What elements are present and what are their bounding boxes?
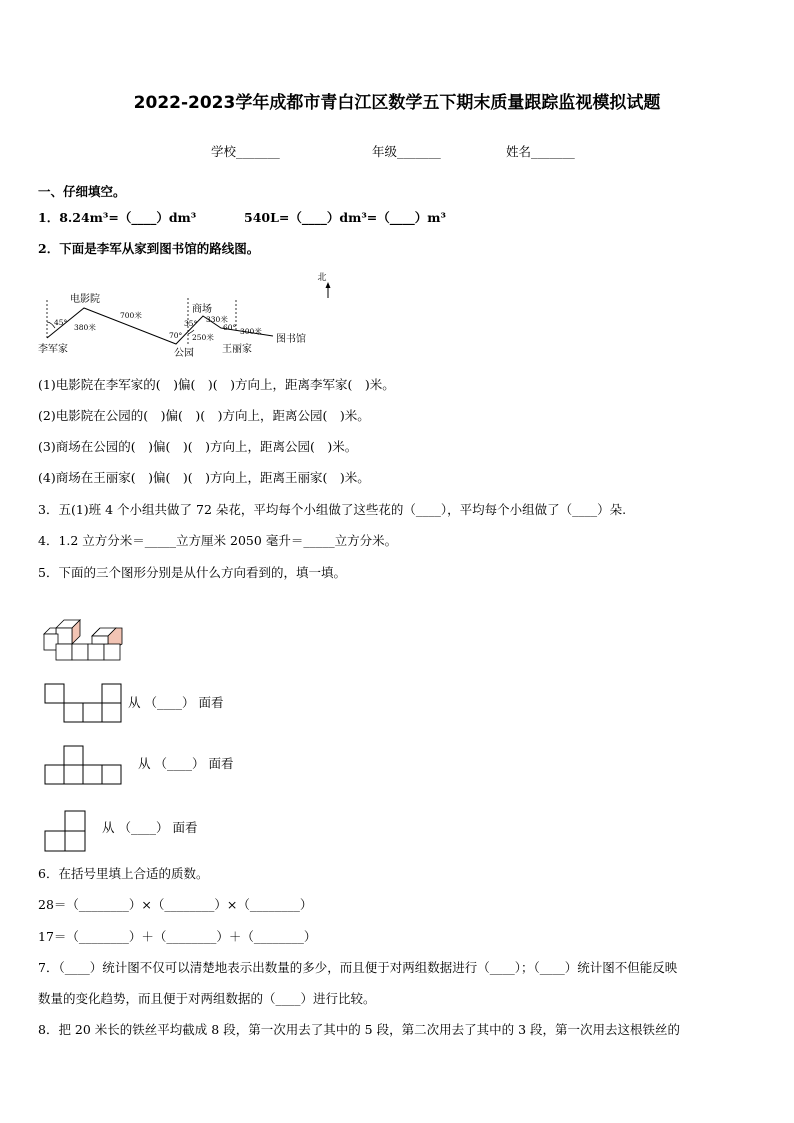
library-label: 图书馆 <box>276 334 306 345</box>
view-figure-2 <box>44 745 124 785</box>
question-4: 4．1.2 立方分米＝_____立方厘米 2050 毫升＝_____立方分米。 <box>38 533 398 548</box>
question-6-stem: 6．在括号里填上合适的质数。 <box>38 866 209 881</box>
park-label: 公园 <box>174 348 194 359</box>
cinema-label: 电影院 <box>70 294 100 305</box>
mall-label: 商场 <box>192 304 212 315</box>
question-7-line2: 数量的变化趋势，而且便于对两组数据的（____）进行比较。 <box>38 991 376 1006</box>
question-6-line1: 28＝（________）×（________）×（________） <box>38 897 313 912</box>
question-2-sub3: (3)商场在公园的( )偏( )( )方向上，距离公园( )米。 <box>38 439 358 454</box>
lijun-home-label: 李军家 <box>38 344 68 355</box>
cube-figure <box>42 618 126 662</box>
question-3: 3．五(1)班 4 个小组共做了 72 朵花，平均每个小组做了这些花的（____），平均每个小组做了（____）朵. <box>38 502 627 517</box>
angle-35: 35° <box>184 319 198 328</box>
distance-380: 380米 <box>74 323 96 332</box>
question-1a: 1．8.24m³=（____）dm³ <box>38 210 197 225</box>
question-2-sub4: (4)商场在王丽家( )偏( )( )方向上，距离王丽家( )米。 <box>38 470 370 485</box>
angle-45: 45° <box>54 318 68 327</box>
distance-330: 330米 <box>206 315 228 324</box>
view-figure-3 <box>44 810 88 852</box>
view-2-answer: 从 （____） 面看 <box>138 756 234 771</box>
question-5-stem: 5．下面的三个图形分别是从什么方向看到的，填一填。 <box>38 565 346 580</box>
north-label: 北 <box>317 273 327 283</box>
grade-field[interactable]: 年级_______ <box>372 144 441 159</box>
wangli-home-label: 王丽家 <box>222 344 252 355</box>
question-7-line1: 7．（____）统计图不仅可以清楚地表示出数量的多少，而且便于对两组数据进行（____）；（____）统计图不但能反映 <box>38 960 678 975</box>
view-1-answer: 从 （____） 面看 <box>128 695 224 710</box>
route-map <box>36 268 336 360</box>
question-1b: 540L=（____）dm³=（____）m³ <box>244 210 446 225</box>
name-field[interactable]: 姓名_______ <box>506 144 575 159</box>
view-3-answer: 从 （____） 面看 <box>102 820 198 835</box>
question-2-stem: 2．下面是李军从家到图书馆的路线图。 <box>38 241 260 256</box>
question-2-sub1: (1)电影院在李军家的( )偏( )( )方向上，距离李军家( )米。 <box>38 377 395 392</box>
question-6-line2: 17＝（________）＋（________）＋（________） <box>38 929 317 944</box>
distance-700: 700米 <box>120 311 142 320</box>
angle-70: 70° <box>169 331 183 340</box>
distance-250: 250米 <box>192 333 214 342</box>
page-title: 2022-2023学年成都市青白江区数学五下期末质量跟踪监视模拟试题 <box>133 93 661 113</box>
distance-300: 300米 <box>240 327 262 336</box>
angle-60: 60° <box>223 323 237 332</box>
section-heading: 一、仔细填空。 <box>38 184 126 199</box>
school-field[interactable]: 学校_______ <box>211 144 280 159</box>
question-2-sub2: (2)电影院在公园的( )偏( )( )方向上，距离公园( )米。 <box>38 408 370 423</box>
question-8: 8．把 20 米长的铁丝平均截成 8 段，第一次用去了其中的 5 段，第二次用去了其中的 3 段，第一次用去这根铁丝的 <box>38 1022 681 1037</box>
view-figure-1 <box>44 683 124 723</box>
